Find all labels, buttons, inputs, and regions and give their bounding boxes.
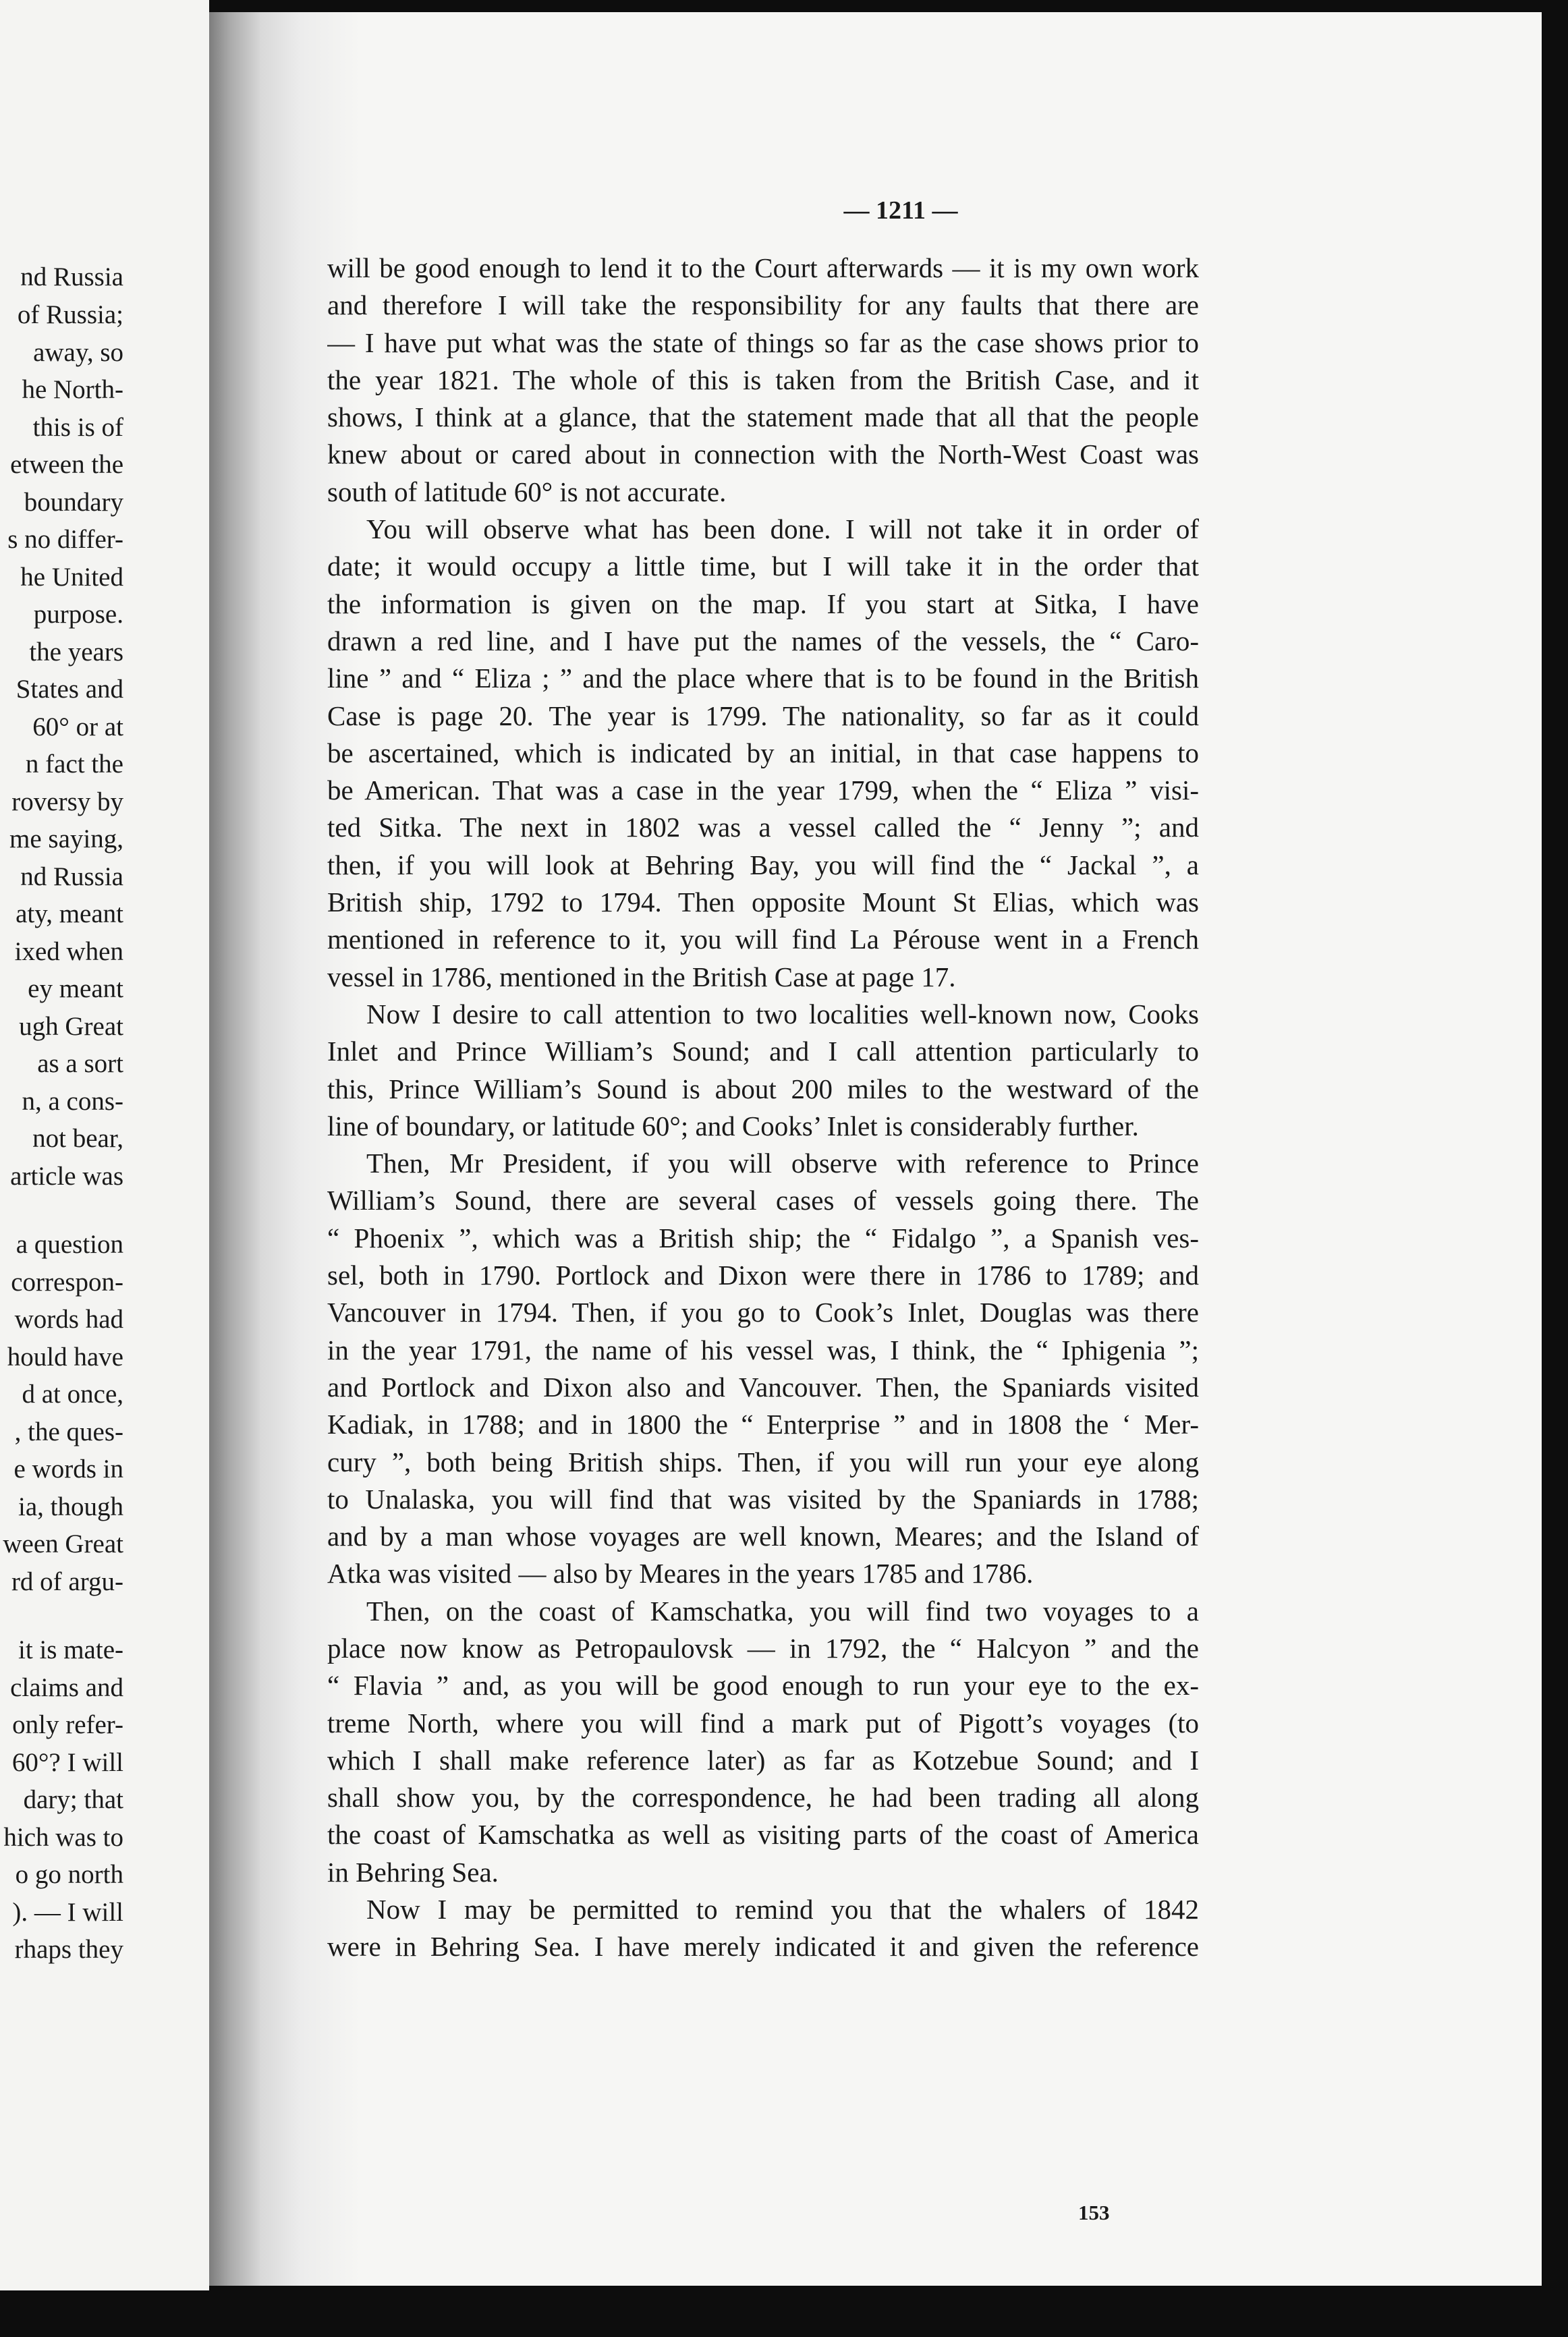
left-page-line: ween Great	[3, 1529, 123, 1558]
text-line: this, Prince William’s Sound is about 200 miles to the westward of the	[327, 1073, 1199, 1104]
text-line: You will observe what has been done. I will not take it in order of	[366, 513, 1199, 545]
text-line: Now I may be permitted to remind you that the whalers of 1842	[366, 1894, 1199, 1925]
text-line: the information is given on the map. If you start at Sitka, I have	[327, 588, 1199, 619]
left-page-line: it is mate-	[18, 1635, 123, 1664]
left-page-line: 60°? I will	[11, 1748, 123, 1777]
text-line: shall show you, by the correspondence, he had been trading all along	[327, 1782, 1199, 1813]
text-line: vessel in 1786, mentioned in the British Case at page 17.	[327, 961, 956, 992]
text-line: Then, Mr President, if you will observe with reference to Prince	[366, 1148, 1199, 1179]
left-page-line: of Russia;	[17, 300, 123, 329]
text-line: Now I desire to call attention to two localities well-known now, Cooks	[366, 998, 1199, 1030]
left-page-line: d at once,	[22, 1380, 123, 1409]
left-page-line: n, a cons-	[22, 1087, 123, 1116]
left-page	[0, 0, 209, 2290]
text-line: were in Behring Sea. I have merely indicated it and given the reference	[327, 1931, 1199, 1963]
left-page-line: ugh Great	[19, 1012, 123, 1041]
left-page-line: aty, meant	[16, 899, 123, 928]
left-page-line: article was	[10, 1162, 123, 1191]
left-page-line: the years	[29, 638, 123, 667]
text-line: be ascertained, which is indicated by an initial, in that case happens to	[327, 737, 1199, 768]
text-line: in the year 1791, the name of his vessel was, I think, the “ Iphigenia ”;	[327, 1334, 1199, 1365]
text-line: — I have put what was the state of things so far as the case shows prior to	[327, 327, 1199, 358]
left-page-line: purpose.	[33, 600, 123, 629]
text-line: then, if you will look at Behring Bay, you will find the “ Jackal ”, a	[327, 849, 1199, 880]
text-line: place now know as Petropaulovsk — in 1792, the “ Halcyon ” and the	[327, 1632, 1199, 1664]
text-line: Kadiak, in 1788; and in 1800 the “ Enterprise ” and in 1808 the ‘ Mer-	[327, 1409, 1199, 1440]
text-line: “ Phoenix ”, which was a British ship; the “ Fidalgo ”, a Spanish ves-	[327, 1222, 1199, 1254]
text-line: Vancouver in 1794. Then, if you go to Cook’s Inlet, Douglas was there	[327, 1297, 1199, 1328]
left-page-line: 60° or at	[32, 712, 123, 741]
left-page-line: me saying,	[9, 824, 123, 853]
left-page-line: not bear,	[32, 1124, 123, 1153]
text-line: Inlet and Prince William’s Sound; and I call attention particularly to	[327, 1036, 1199, 1067]
text-line: line of boundary, or latitude 60°; and Cooks’ Inlet is considerably further.	[327, 1110, 1139, 1142]
page-number: — 1211 —	[843, 196, 958, 225]
body-text	[327, 250, 1199, 1966]
right-page	[260, 12, 1542, 2286]
left-page-line: s no differ-	[7, 525, 123, 554]
text-line: date; it would occupy a little time, but I will take it in the order that	[327, 551, 1199, 582]
left-page-line: correspon-	[11, 1268, 123, 1297]
text-line: to Unalaska, you will find that was visited by the Spaniards in 1788;	[327, 1483, 1199, 1515]
text-line: cury ”, both being British ships. Then, if you will run your eye along	[327, 1446, 1199, 1477]
text-line: will be good enough to lend it to the Court afterwards — it is my own work	[327, 252, 1199, 283]
text-line: in Behring Sea.	[327, 1856, 499, 1888]
left-page-line: etween the	[10, 450, 123, 479]
left-page-line: this is of	[32, 413, 123, 442]
left-page-line: boundary	[24, 488, 123, 517]
text-line: drawn a red line, and I have put the names of the vessels, the “ Caro-	[327, 625, 1199, 656]
left-page-line: a question	[16, 1230, 123, 1259]
left-page-line: he United	[20, 563, 123, 592]
text-line: sel, both in 1790. Portlock and Dixon were there in 1786 to 1789; and	[327, 1260, 1199, 1291]
left-page-line: o go north	[15, 1860, 123, 1889]
text-line: treme North, where you will find a mark put of Pigott’s voyages (to	[327, 1707, 1199, 1739]
left-page-line: rd of argu-	[11, 1567, 123, 1596]
left-page-line: n fact the	[25, 750, 123, 779]
text-line: south of latitude 60° is not accurate.	[327, 476, 727, 507]
left-page-line: dary; that	[23, 1785, 123, 1814]
left-page-line: nd Russia	[20, 262, 123, 291]
text-line: Case is page 20. The year is 1799. The nationality, so far as it could	[327, 700, 1199, 731]
left-page-line: ia, though	[18, 1492, 123, 1521]
text-line: Then, on the coast of Kamschatka, you will find two voyages to a	[366, 1595, 1199, 1627]
text-line: the coast of Kamschatka as well as visiting parts of the coast of America	[327, 1819, 1199, 1851]
text-line: British ship, 1792 to 1794. Then opposite Mount St Elias, which was	[327, 886, 1199, 918]
text-line: mentioned in reference to it, you will find La Pérouse went in a French	[327, 924, 1199, 955]
text-line: and by a man whose voyages are well known, Meares; and the Island of	[327, 1521, 1199, 1552]
text-line: William’s Sound, there are several cases of vessels going there. The	[327, 1185, 1199, 1216]
left-page-line: hould have	[7, 1343, 123, 1372]
text-line: Atka was visited — also by Meares in the years 1785 and 1786.	[327, 1558, 1034, 1589]
left-page-line: only refer-	[12, 1710, 123, 1739]
text-line: ted Sitka. The next in 1802 was a vessel called the “ Jenny ”; and	[327, 812, 1199, 843]
left-page-line: ey meant	[28, 974, 123, 1003]
left-page-line: away, so	[33, 338, 123, 367]
left-page-line: he North-	[22, 375, 123, 404]
text-line: line ” and “ Eliza ; ” and the place where that is to be found in the British	[327, 663, 1199, 694]
text-line: shows, I think at a glance, that the statement made that all that the people	[327, 401, 1199, 433]
left-page-line: hich was to	[3, 1823, 123, 1852]
text-line: “ Flavia ” and, as you will be good enough to run your eye to the ex-	[327, 1670, 1199, 1701]
signature-mark: 153	[1078, 2201, 1110, 2224]
left-page-line: as a sort	[37, 1049, 123, 1078]
left-page-line: States and	[16, 675, 123, 704]
text-line: which I shall make reference later) as far as Kotzebue Sound; and I	[327, 1744, 1199, 1776]
left-page-line: claims and	[10, 1673, 123, 1702]
left-page-line: words had	[14, 1305, 123, 1334]
text-line: be American. That was a case in the year 1799, when the “ Eliza ” visi-	[327, 775, 1199, 806]
left-page-line: rhaps they	[14, 1935, 123, 1964]
text-line: knew about or cared about in connection with the North-West Coast was	[327, 439, 1199, 470]
page-gutter	[209, 12, 260, 2286]
left-page-line: , the ques-	[14, 1417, 123, 1446]
text-line: and therefore I will take the responsibility for any faults that there are	[327, 289, 1199, 321]
left-page-line: e words in	[13, 1455, 123, 1484]
left-page-line: ). — I will	[12, 1898, 123, 1927]
left-page-line: roversy by	[11, 787, 123, 816]
left-page-line: ixed when	[14, 937, 123, 966]
text-line: the year 1821. The whole of this is taken from the British Case, and it	[327, 364, 1199, 395]
text-line: and Portlock and Dixon also and Vancouver. Then, the Spaniards visited	[327, 1371, 1199, 1403]
left-page-line: nd Russia	[20, 862, 123, 891]
